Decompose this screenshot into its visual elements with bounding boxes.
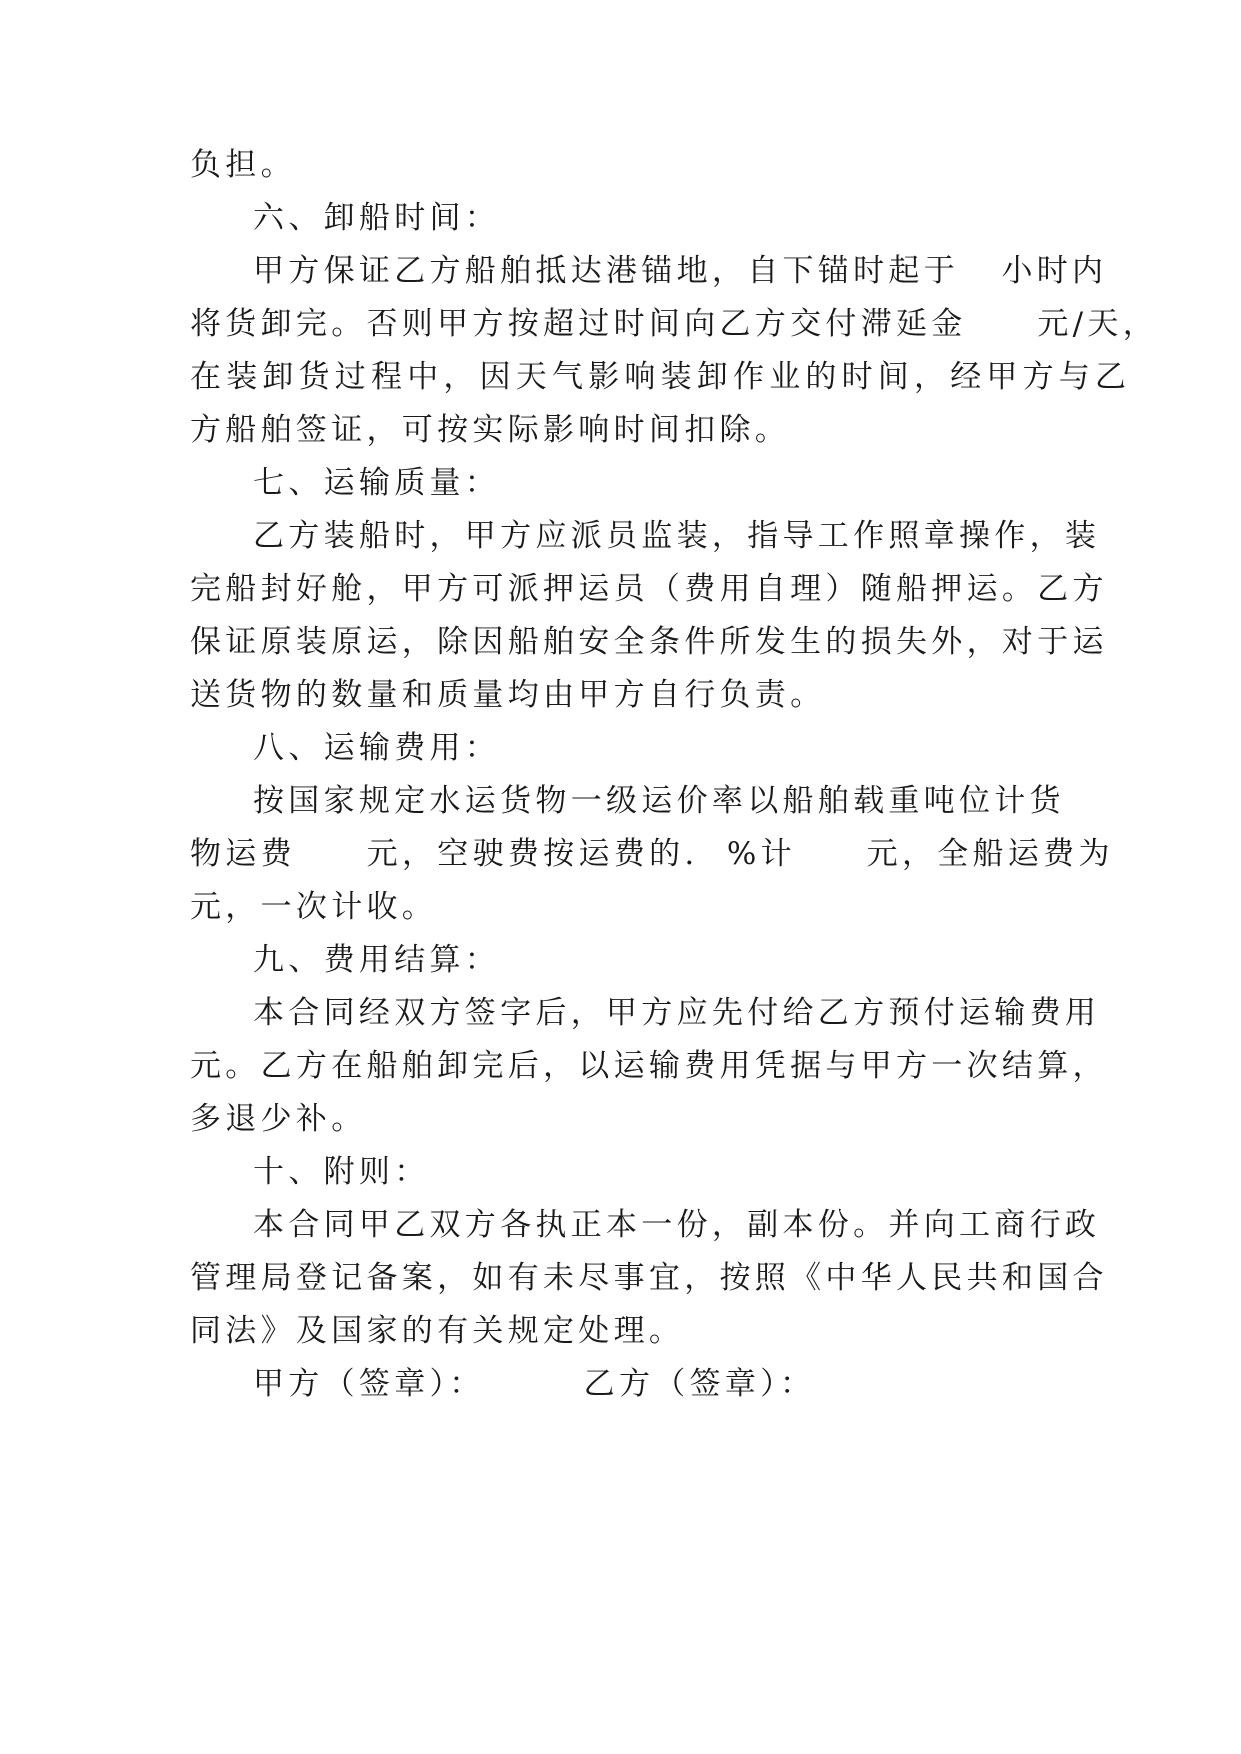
text-line: 物运费 元，空驶费按运费的. %计 元，全船运费为 xyxy=(190,836,1114,872)
signature-line: 甲方（签章）： 乙方（签章）： xyxy=(253,1366,816,1402)
text-line: 本合同甲乙双方各执正本一份，副本份。并向工商行政 xyxy=(253,1207,1101,1243)
text-line: 方船舶签证，可按实际影响时间扣除。 xyxy=(190,412,791,448)
section-heading-unloading-time: 六、卸船时间： xyxy=(253,200,501,236)
text-line: 同法》及国家的有关规定处理。 xyxy=(190,1313,685,1349)
text-line: 管理局登记备案，如有未尽事宜，按照《中华人民共和国合 xyxy=(190,1260,1108,1296)
text-line: 本合同经双方签字后，甲方应先付给乙方预付运输费用 xyxy=(253,995,1101,1031)
text-line: 将货卸完。否则甲方按超过时间向乙方交付滞延金 元/天， xyxy=(190,306,1159,342)
text-line: 完船封好舱，甲方可派押运员（费用自理）随船押运。乙方 xyxy=(190,571,1108,607)
section-heading-transport-quality: 七、运输质量： xyxy=(253,465,501,501)
section-heading-supplementary-provisions: 十、附则： xyxy=(253,1154,430,1190)
text-line: 负担。 xyxy=(190,147,296,183)
text-line: 送货物的数量和质量均由甲方自行负责。 xyxy=(190,677,826,713)
text-line: 乙方装船时，甲方应派员监装，指导工作照章操作，装 xyxy=(253,518,1101,554)
text-line: 元。乙方在船舶卸完后，以运输费用凭据与甲方一次结算， xyxy=(190,1048,1108,1084)
text-line: 甲方保证乙方船舶抵达港锚地，自下锚时起于 小时内 xyxy=(253,253,1108,289)
text-line: 按国家规定水运货物一级运价率以船舶载重吨位计货 xyxy=(253,783,1065,819)
text-line: 元，一次计收。 xyxy=(190,889,438,925)
text-line: 在装卸货过程中，因天气影响装卸作业的时间，经甲方与乙 xyxy=(190,359,1132,395)
section-heading-transport-fees: 八、运输费用： xyxy=(253,730,501,766)
section-heading-fee-settlement: 九、费用结算： xyxy=(253,942,501,978)
text-line: 多退少补。 xyxy=(190,1101,367,1137)
text-line: 保证原装原运，除因船舶安全条件所发生的损失外，对于运 xyxy=(190,624,1108,660)
